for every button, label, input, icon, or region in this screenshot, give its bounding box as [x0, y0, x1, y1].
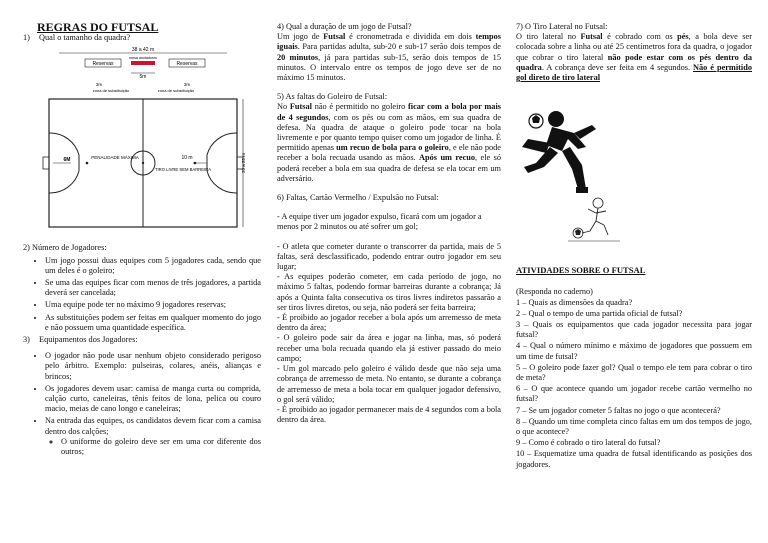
section-6-paragraph: - As equipes poderão cometer, em cada período de jogo, no máximo 5 faltas, podendo formar barreiras durante a cobrança; Já após a Quinta falta consecutiva os tiros livres indiretos passarão a ser tiros livres diretos, ou seja, não poderá ser feita barreira; [277, 272, 501, 312]
section-6-paragraph: - É proibido ao jogador receber a bola após um arremesso de meta dentro da área; [277, 313, 501, 333]
activity-question: 2 – Qual o tempo de uma partida oficial de futsal? [516, 308, 683, 318]
question-1-text: Qual o tamanho da quadra? [39, 33, 131, 43]
court-diagram [37, 45, 247, 240]
player-kicking-svg [516, 103, 610, 195]
dim-6m: 6M [63, 157, 71, 164]
activities-title: ATIVIDADES SOBRE O FUTSAL [516, 265, 646, 276]
section-5-title: 5) As faltas do Goleiro de Futsal: [277, 92, 388, 102]
activity-question: 6 – O que acontece quando um jogador recebe cartão vermelho no futsal? [516, 384, 752, 404]
zona-left-label: zona de substituição [92, 88, 130, 94]
players-item: • Se uma das equipes ficar com menos de três jogadores, a partida deverá ser cancelada; [45, 278, 261, 298]
section-6-title: 6) Faltas, Cartão Vermelho / Expulsão no Futsal: [277, 193, 439, 203]
question-1 [23, 33, 261, 43]
equipment-item [45, 416, 261, 457]
section-5-body: No Futsal não é permitido no goleiro ficar com a bola por mais de 4 segundos, com os pés ou com as mãos, em sua quadra de defesa. Na quadra de ataque o goleiro pode tocar na bola livremente e por quanto tempo quiser como um jogador de linha. É permitido apenas um recuo de bola para o goleiro, e ele não pode receber a bola recuada usando as mãos. Após um recuo, ele só poderá receber a bola em sua quadra de defesa se ela tocar em um adversário. [277, 102, 502, 183]
mesa-label: mesa anotadores [129, 56, 157, 61]
section-7-title: 7) O Tiro Lateral no Futsal: [516, 22, 608, 31]
zona-right-label: zona de substituição [157, 88, 195, 94]
activity-question: 3 – Quais os equipamentos que cada jogador necessita para jogar futsal? [516, 320, 752, 340]
top-dimension-label: 38 a 42 m [131, 47, 155, 54]
section-7-body: O tiro lateral no Futsal é cobrado com os pés, a bola deve ser colocada sobre a linha ou até 25 centímetros fora da quadra, o jogador que cobrar o tiro lateral não pode estar com os pés dentro da quadra. A cobrança deve ser feita em 4 segundos. Não é permitido gol direto de tiro lateral [516, 32, 753, 83]
tiro-livre-label: TIRO LIVRE SEM BARREIRA [154, 167, 212, 173]
column-middle [277, 22, 501, 425]
equipment-subitem: ◦ O uniforme do goleiro deve ser em uma cor diferente dos outros; [61, 437, 261, 457]
section-3-number: 3) [23, 335, 30, 345]
side-dimension-label: 20 a 25 m [241, 153, 246, 174]
section-2-title: 2) Número de Jogadores: [23, 243, 107, 253]
dim-3m-left: 3m [95, 82, 103, 88]
equipment-list [23, 351, 261, 457]
section-4-body: Um jogo de Futsal é cronometrada e dividida em dois tempos iguais. Para partidas adulta, sub-20 e sub-17 serão dois tempos de 20 minutos, já para partidas sub-15, serão dois tempos de 15 minutos. O intervalo entre os tempos de jogo deve ser de no máximo 15 minutos. [277, 32, 502, 83]
answer-note: (Responda no caderno) [516, 287, 593, 297]
players-item: • Uma equipe pode ter no máximo 9 jogadores reservas; [45, 300, 261, 310]
players-item: • Um jogo possui duas equipes com 5 jogadores cada, sendo que um deles é o goleiro; [45, 256, 261, 276]
column-left [23, 22, 261, 459]
activity-question: 5 – O goleiro pode fazer gol? Qual o tempo ele tem para cobrar o tiro de meta? [516, 362, 752, 383]
section-6-paragraph: - É proibido ao jogador permanecer mais de 4 segundos com a bola dentro da área. [277, 404, 501, 425]
reservas-right-label: Reservas [176, 61, 198, 68]
mesa-table [131, 61, 155, 65]
activity-question: 7 – Se um jogador cometer 5 faltas no jogo o que acontecerá? [516, 405, 721, 415]
dim-3m-right: 3m [183, 82, 191, 88]
reservas-left-label: Reservas [92, 61, 114, 68]
section-6-paragraph: - O atleta que cometer durante o transcorrer da partida, mais de 5 faltas, será desclassificado, podendo entrar outro jogador em seu lugar; [277, 241, 501, 272]
court-diagram-svg [37, 45, 247, 240]
dim-10m: 10 m [181, 155, 193, 162]
equipment-item: • Os jogadores devem usar: camisa de manga curta ou comprida, calção curto, caneleiras, tênis feitos de lona, pelica ou couro macio, meias de cano longo e caneleiras; [45, 384, 261, 415]
section-3-title: Equipamentos dos Jogadores: [39, 335, 138, 345]
penalidade-label: PENALIDADE MÁXIMA [91, 155, 139, 161]
activity-question: 8 – Quando um time completa cinco faltas em um dos tempos de jogo, o que acontece? [516, 416, 752, 437]
kicker-sketch-svg [568, 195, 620, 245]
document-title: REGRAS DO FUTSAL [37, 20, 159, 34]
players-list [23, 256, 261, 333]
activity-question: 1 – Quais as dimensões da quadra? [516, 297, 633, 307]
section-3 [23, 335, 261, 345]
column-right [516, 22, 752, 471]
question-1-number: 1) [23, 33, 30, 43]
activity-question: 10 – Esquematize uma quadra de futsal identificando as posições dos jogadores. [516, 449, 752, 469]
equipment-item-text: Na entrada das equipes, os candidatos devem ficar com a camisa dentro dos calções; [45, 416, 261, 436]
activity-question: 9 – Como é cobrado o tiro lateral do futsal? [516, 438, 661, 448]
section-6-paragraph: - A equipe tiver um jogador expulso, ficará com um jogador a menos por 2 minutos ou até sofrer um gol; [277, 212, 482, 232]
dim-5m: 5m [139, 74, 147, 81]
activity-question: 4 – Qual o número mínimo e máximo de jogadores que possuem em um time de futsal? [516, 341, 752, 361]
equipment-sublist [45, 437, 261, 457]
section-6-paragraph: - Um gol marcado pelo goleiro é válido desde que não seja uma cobrança de arremesso de meta. No entanto, se durante a cobrança de arremesso de meta a bola tocar em qualquer jogador defensivo, o gol será válido; [277, 364, 501, 404]
kicker-sketch-illustration [568, 195, 620, 245]
section-4-title: 4) Qual a duração de um jogo de Futsal? [277, 22, 412, 31]
equipment-item: • O jogador não pode usar nenhum objeto considerado perigoso pelo árbitro. Exemplo: pulseiras, colares, anéis, alianças e brincos; [45, 351, 261, 382]
players-item: • As substituições podem ser feitas em qualquer momento do jogo e não possuem uma quantidade específica. [45, 313, 261, 333]
section-6-paragraph: - O goleiro pode sair da área e jogar na linha, mas, só poderá receber uma bola recuada quando ela já estiver passado do meio campo; [277, 333, 501, 363]
player-kicking-illustration [516, 103, 610, 195]
